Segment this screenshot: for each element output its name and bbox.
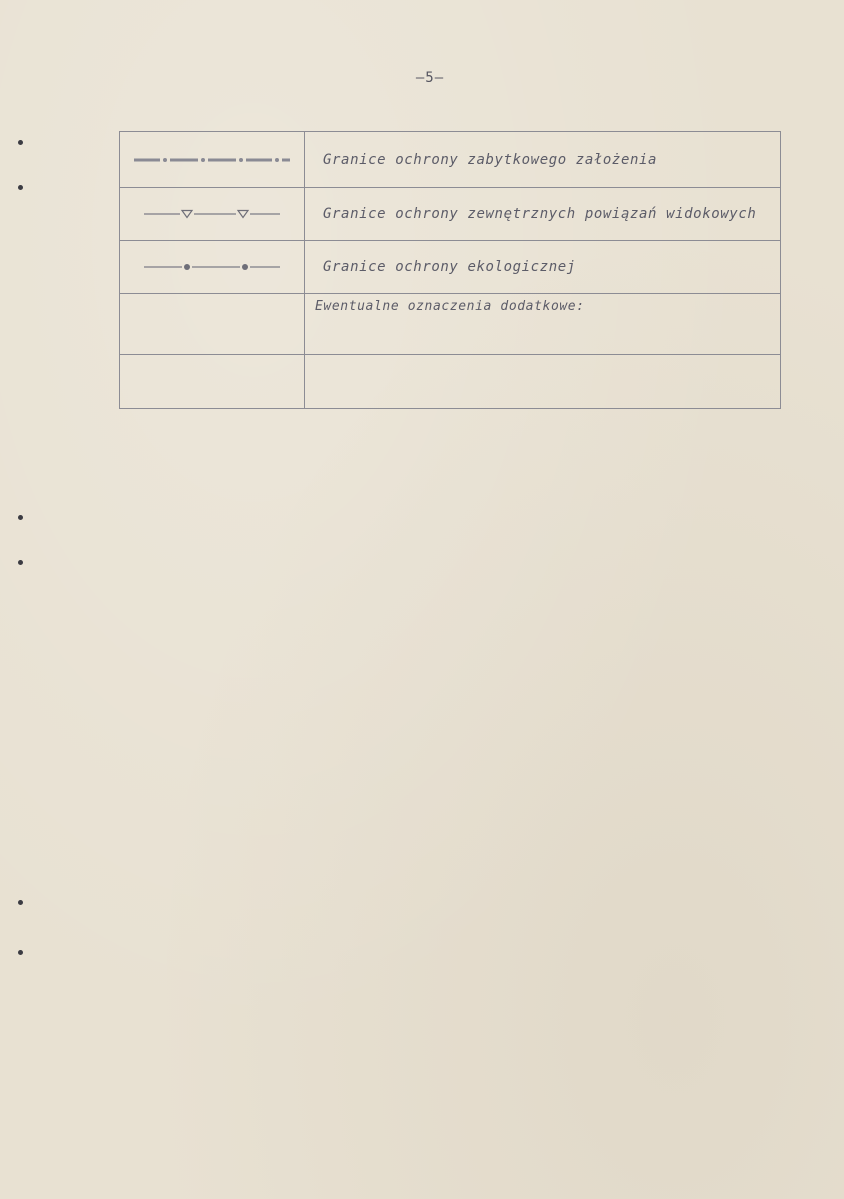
dot-line-symbol xyxy=(120,241,305,294)
empty-symbol-cell xyxy=(120,355,305,409)
legend-description: Granice ochrony zewnętrznych powiązań widokowych xyxy=(305,188,781,241)
legend-row xyxy=(120,132,781,188)
legend-row xyxy=(120,241,781,294)
binding-hole-mark xyxy=(18,515,23,520)
triangle-line-symbol xyxy=(120,188,305,241)
legend-row xyxy=(120,294,781,355)
empty-symbol-cell xyxy=(120,294,305,355)
dash-dot-line-symbol xyxy=(120,132,305,188)
legend-row xyxy=(120,355,781,409)
legend-row xyxy=(120,188,781,241)
page-number: —5— xyxy=(415,70,445,86)
legend-table xyxy=(119,131,781,409)
binding-hole-mark xyxy=(18,140,23,145)
binding-hole-mark xyxy=(18,185,23,190)
binding-hole-mark xyxy=(18,950,23,955)
legend-description: Ewentualne oznaczenia dodatkowe: xyxy=(305,294,781,355)
legend-description xyxy=(305,355,781,409)
binding-hole-mark xyxy=(18,900,23,905)
legend-description: Granice ochrony ekologicznej xyxy=(305,241,781,294)
legend-description: Granice ochrony zabytkowego założenia xyxy=(305,132,781,188)
binding-hole-mark xyxy=(18,560,23,565)
